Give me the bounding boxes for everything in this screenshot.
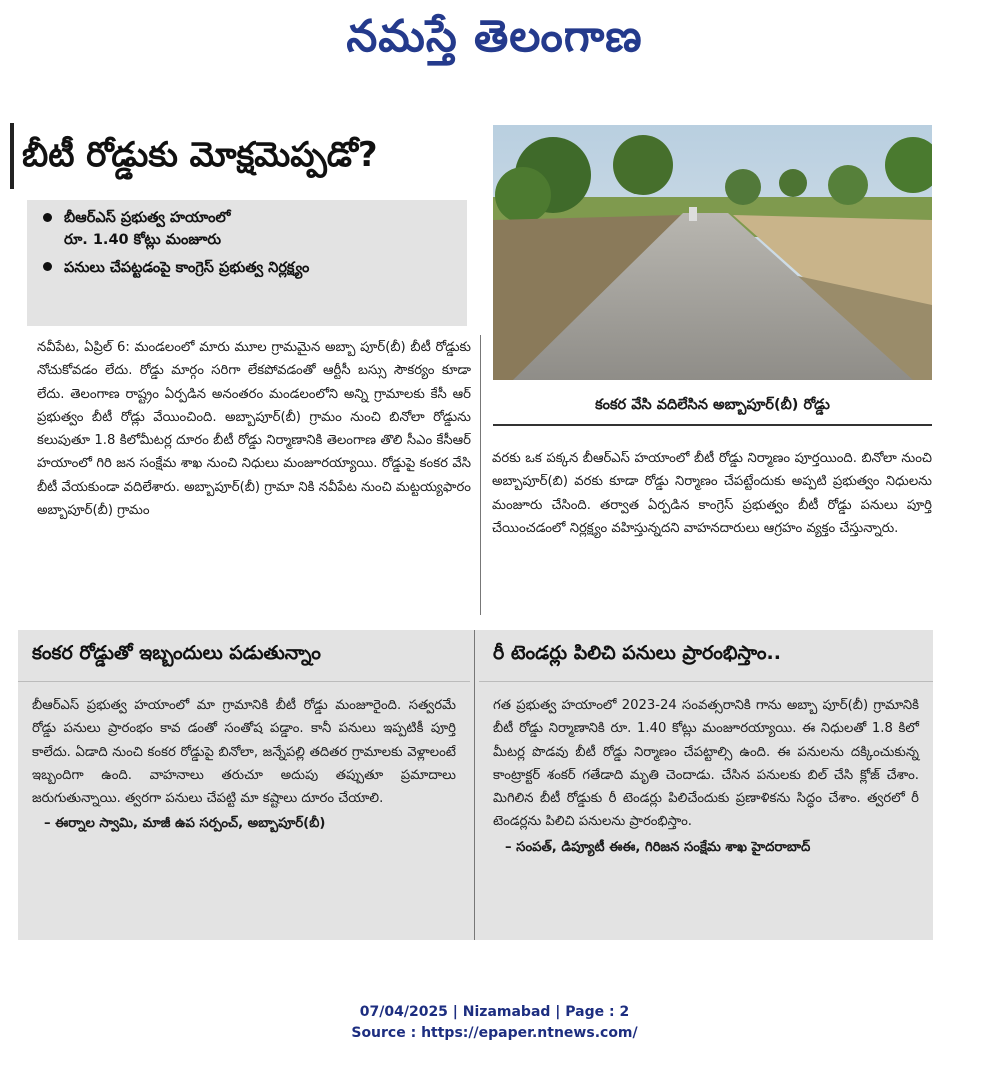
headline-bar	[10, 123, 14, 189]
highlight-item	[37, 258, 457, 280]
photo-caption: కంకర వేసి వదిలేసిన అబ్బాపూర్(బీ) రోడ్డు	[493, 384, 932, 426]
quote-official-signature: – సంపత్, డిప్యూటీ ఈఈ, గిరిజన సంక్షేమ శాఖ హైదరాబాద్	[505, 839, 811, 855]
quote-official-text: గత ప్రభుత్వ హయాంలో 2023-24 సంవత్సరానికి గాను అబ్బా పూర్(బీ) గ్రామానికి బీటీ రోడ్డు నిర్మాణానికి రూ. 1.40 కోట్లు మంజూరయ్యాయి. ఈ నిధులతో 1.8 కిలో మీటర్ల పొడవు బీటీ రోడ్డు నిర్మాణం చేపట్టాల్సి ఉంది. ఈ పనులను దక్కించుకున్న కాంట్రాక్టర్ శంకర్ గతేడాది మృతి చెందాడు. చేసిన పనులకు బిల్ చేసి క్లోజ్ చేశాం. మిగిలిన బీటీ రోడ్డుకు రీ టెండర్లు పిలిచేందుకు ప్రణాళికను సిద్ధం చేశాం. త్వరలో రీ టెండర్లను పిలిచి పనులను ప్రారంభిస్తాం.	[493, 698, 919, 830]
quote-official	[479, 630, 933, 940]
quotes-box	[18, 630, 933, 940]
bullet-icon	[43, 262, 52, 271]
road-photo	[493, 125, 932, 380]
headline	[10, 120, 485, 192]
article-body-right: వరకు ఒక పక్కన బీఆర్ఎస్ హయాంలో బీటీ రోడ్డు నిర్మాణం పూర్తయింది. బినోలా నుంచి అబ్బాపూర్(బి) వరకు కూడా రోడ్డు నిర్మాణం చేపట్టేందుకు అప్పటి ప్రభుత్వం నిధులను మంజూరు చేసింది. తర్వాత ఏర్పడిన కాంగ్రెస్ ప్రభుత్వం బీటీ రోడ్డు పనులు పూర్తి చేయించడంలో నిర్లక్ష్యం వహిస్తున్నదని వాహనదారులు ఆగ్రహం వ్యక్తం చేస్తున్నారు.	[492, 451, 932, 536]
quote-villager	[18, 630, 470, 940]
masthead-logo: నమస్తే తెలంగాణ	[346, 11, 643, 62]
page-footer	[0, 1002, 989, 1044]
bullet-icon	[43, 213, 52, 222]
article-body-left: నవీపేట, ఏప్రిల్ 6: మండలంలో మారు మూల గ్రామమైన అబ్బా పూర్(బీ) బీటీ రోడ్డుకు నోచుకోవడం లేదు. రోడ్డు మార్గం సరిగా లేకపోవడంతో ఆర్టీసీ బస్సు సౌకర్యం కూడా లేదు. తెలంగాణ రాష్ట్రం ఏర్పడిన అనంతరం మండలంలోని అన్ని గ్రామాలకు కేసీ ఆర్ ప్రభుత్వం బీటీ రోడ్లు వేయించింది. అబ్బాపూర్(బీ) గ్రామం నుంచి బినోలా రోడ్డును కలుపుతూ 1.8 కిలోమీటర్ల దూరం బీటీ రోడ్డు నిర్మాణానికి తెలంగాణ తొలి సీఎం కేసీఆర్ హయాంలో గిరి జన సంక్షేమ శాఖ నుంచి నిధులు మంజూరయ్యాయి. రోడ్డుపై కంకర వేసి బీటీ వేయకుండా వదిలేశారు. అబ్బాపూర్(బీ) గ్రామా నికి నవీపేట నుంచి మట్టయ్యఫారం అబ్బాపూర్(బీ) గ్రామం	[37, 340, 471, 519]
highlight-text: బీఆర్ఎస్ ప్రభుత్వ హయాంలో	[64, 210, 231, 226]
highlight-item	[37, 208, 457, 230]
quotes-divider	[474, 630, 475, 940]
highlight-item-continued: రూ. 1.40 కోట్లు మంజూరు	[64, 231, 222, 248]
highlights-box	[27, 200, 467, 326]
headline-text: బీటీ రోడ్డుకు మోక్షమెప్పడో?	[22, 135, 378, 176]
column-divider	[480, 335, 481, 615]
quote-villager-title: కంకర రోడ్డుతో ఇబ్బందులు పడుతున్నాం	[18, 630, 470, 682]
quote-villager-signature: – ఈర్నాల స్వామి, మాజీ ఉప సర్పంచ్, అబ్బాపూర్(బీ)	[44, 816, 326, 832]
footer-source: Source : https://epaper.ntnews.com/	[351, 1025, 638, 1041]
quote-official-title: రీ టెండర్లు పిలిచి పనులు ప్రారంభిస్తాం..	[479, 630, 933, 682]
footer-edition-info: 07/04/2025 | Nizamabad | Page : 2	[359, 1004, 630, 1020]
highlight-text: పనులు చేపట్టడంపై కాంగ్రెస్ ప్రభుత్వ నిర్లక్ష్యం	[64, 259, 310, 276]
quote-villager-text: బీఆర్ఎస్ ప్రభుత్వ హయాంలో మా గ్రామానికి బీటీ రోడ్డు మంజూరైంది. సత్వరమే రోడ్డు పనులు ప్రారంభం కావ డంతో సంతోష పడ్డాం. కానీ పనులు ఇప్పటికీ పూర్తి కాలేదు. ఏడాది నుంచి కంకర రోడ్డుపై బినోలా, జన్నేపల్లి తదితర గ్రామాలకు వెళ్లాలంటే ఇబ్బందిగా ఉంది. వాహనాలు తరుచూ అదుపు తప్పుతూ ప్రమాదాలు జరుగుతున్నాయి. త్వరగా పనులు చేపట్టి మా కష్టాలు దూరం చేయాలి.	[32, 698, 456, 807]
